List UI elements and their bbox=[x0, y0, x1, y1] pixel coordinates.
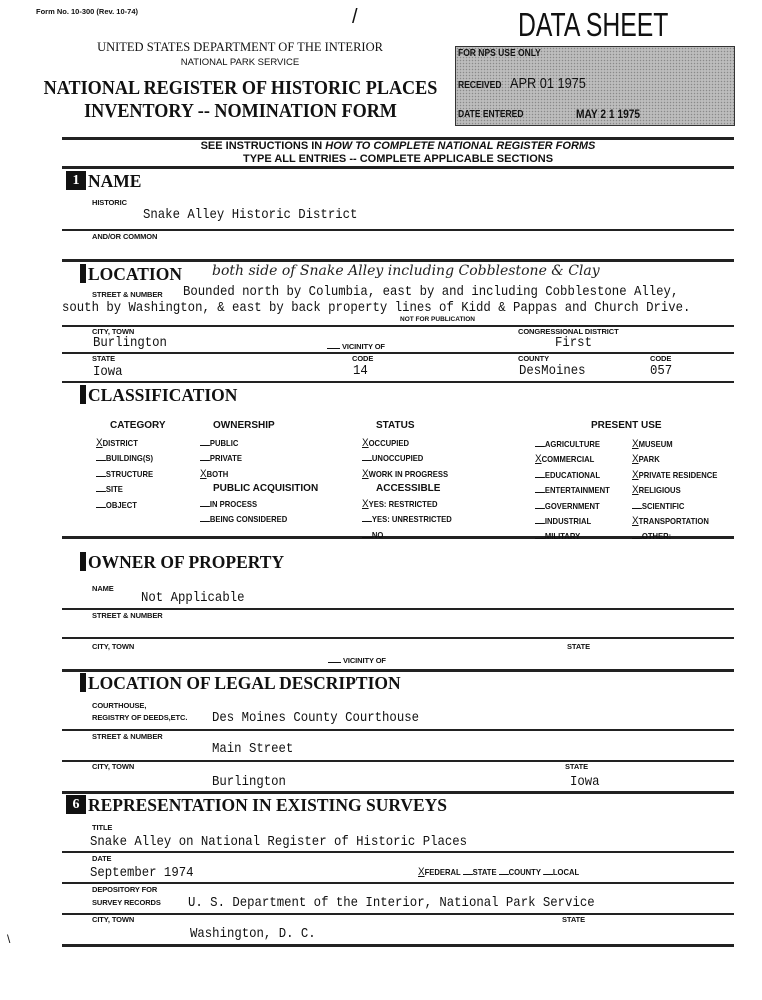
divider bbox=[62, 882, 734, 884]
checked-mark[interactable]: X bbox=[632, 515, 639, 527]
unchecked-blank[interactable] bbox=[200, 444, 210, 446]
section-number-block bbox=[80, 385, 86, 404]
survey-date-label: DATE bbox=[92, 854, 112, 863]
ownership-label: BOTH bbox=[206, 468, 229, 479]
survey-level-options bbox=[418, 866, 579, 878]
divider bbox=[62, 669, 734, 672]
accessible-item[interactable] bbox=[362, 513, 452, 525]
county-option: COUNTY bbox=[508, 867, 541, 877]
present-use-label: PRIVATE RESIDENCE bbox=[638, 469, 718, 480]
unchecked-blank[interactable] bbox=[200, 520, 210, 522]
ownership-heading: OWNERSHIP bbox=[213, 420, 275, 431]
department-name: UNITED STATES DEPARTMENT OF THE INTERIOR bbox=[97, 40, 383, 54]
category-item[interactable] bbox=[96, 499, 137, 511]
owner-state-label: STATE bbox=[567, 642, 590, 651]
unchecked-blank[interactable] bbox=[535, 537, 545, 539]
accessible-item[interactable] bbox=[362, 498, 437, 510]
legal-city-label: CITY, TOWN bbox=[92, 762, 135, 771]
present-use-item[interactable] bbox=[632, 530, 671, 542]
instructions-text: SEE INSTRUCTIONS IN bbox=[200, 140, 326, 152]
unchecked-blank[interactable] bbox=[535, 476, 545, 478]
present-use-item[interactable] bbox=[535, 438, 600, 450]
received-label: RECEIVED bbox=[458, 80, 502, 91]
section-title: LOCATION bbox=[88, 264, 182, 284]
present-use-item[interactable] bbox=[535, 469, 600, 481]
present-use-label: COMMERCIAL bbox=[541, 454, 595, 465]
present-use-item[interactable] bbox=[632, 515, 709, 527]
legal-street-label: STREET & NUMBER bbox=[92, 732, 163, 741]
status-item[interactable] bbox=[362, 437, 409, 449]
acquisition-item[interactable] bbox=[200, 513, 287, 525]
state-label: STATE bbox=[92, 354, 115, 363]
agency-name: NATIONAL PARK SERVICE bbox=[180, 57, 300, 68]
federal-checkmark[interactable]: X bbox=[418, 866, 425, 878]
category-item[interactable] bbox=[96, 468, 153, 480]
category-label: STRUCTURE bbox=[105, 468, 154, 479]
accessible-item[interactable] bbox=[362, 529, 383, 541]
checked-mark[interactable]: X bbox=[632, 438, 639, 450]
form-title-line1: NATIONAL REGISTER OF HISTORIC PLACES bbox=[43, 78, 438, 99]
acquisition-item[interactable] bbox=[200, 498, 257, 510]
county-label: COUNTY bbox=[518, 354, 550, 363]
present-use-item[interactable] bbox=[535, 484, 610, 496]
present-use-label: AGRICULTURE bbox=[544, 439, 601, 449]
divider bbox=[62, 325, 734, 327]
owner-city-label: CITY, TOWN bbox=[92, 642, 135, 651]
vicinity-of-label bbox=[327, 342, 385, 351]
legal-street-value: Main Street bbox=[212, 741, 294, 757]
legal-state-value: Iowa bbox=[570, 774, 600, 790]
survey-city-label: CITY, TOWN bbox=[92, 915, 135, 924]
divider bbox=[62, 729, 734, 731]
present-use-label: MILITARY bbox=[544, 531, 581, 542]
divider bbox=[62, 791, 734, 794]
survey-records-label: SURVEY RECORDS bbox=[92, 898, 161, 907]
survey-date-value: September 1974 bbox=[90, 865, 194, 881]
present-use-item[interactable] bbox=[535, 500, 600, 512]
unchecked-blank[interactable] bbox=[362, 520, 372, 522]
data-sheet-stamp: DATA SHEET bbox=[518, 6, 669, 43]
ownership-item[interactable] bbox=[200, 452, 242, 464]
present-use-label: OTHER: bbox=[641, 531, 672, 542]
survey-title-label: TITLE bbox=[92, 823, 113, 832]
vicinity-text: VICINITY OF bbox=[342, 656, 386, 665]
unchecked-blank[interactable] bbox=[200, 505, 210, 507]
checked-mark[interactable]: X bbox=[632, 453, 639, 466]
ownership-item[interactable] bbox=[200, 437, 238, 449]
divider bbox=[62, 944, 734, 947]
ownership-label: PUBLIC bbox=[209, 438, 239, 448]
status-label: UNOCCUPIED bbox=[371, 453, 424, 464]
congressional-district-value: First bbox=[555, 335, 592, 351]
section-3-heading bbox=[80, 385, 237, 405]
status-item[interactable] bbox=[362, 452, 423, 464]
section-title: CLASSIFICATION bbox=[88, 385, 238, 405]
divider bbox=[62, 381, 734, 383]
county-code-value: 057 bbox=[650, 363, 673, 379]
local-blank[interactable] bbox=[543, 873, 553, 875]
present-use-item[interactable] bbox=[535, 453, 594, 465]
checked-mark[interactable]: X bbox=[632, 468, 639, 481]
present-use-label: EDUCATIONAL bbox=[544, 469, 601, 480]
category-label: SITE bbox=[105, 484, 123, 495]
divider bbox=[62, 913, 734, 915]
section-title: NAME bbox=[88, 171, 142, 191]
category-item[interactable] bbox=[96, 483, 123, 495]
unchecked-blank[interactable] bbox=[200, 459, 210, 461]
present-use-label: INDUSTRIAL bbox=[544, 516, 592, 526]
category-heading: CATEGORY bbox=[110, 420, 166, 431]
checked-mark[interactable]: X bbox=[362, 467, 369, 480]
unchecked-blank[interactable] bbox=[535, 507, 545, 509]
depository-value: U. S. Department of the Interior, National Park Service bbox=[188, 895, 595, 911]
present-use-label: ENTERTAINMENT bbox=[544, 485, 610, 496]
common-name-label: AND/OR COMMON bbox=[92, 232, 158, 241]
unchecked-blank[interactable] bbox=[632, 507, 642, 509]
section-5-heading bbox=[80, 673, 401, 693]
category-label: OBJECT bbox=[105, 499, 137, 510]
unchecked-blank[interactable] bbox=[535, 522, 545, 524]
category-label: BUILDING(S) bbox=[105, 453, 154, 464]
vicinity-text: VICINITY OF bbox=[341, 342, 385, 351]
courthouse-label: COURTHOUSE, bbox=[92, 701, 147, 710]
checked-mark[interactable]: X bbox=[632, 484, 639, 497]
city-town-label: CITY, TOWN bbox=[92, 327, 135, 336]
section-number-block bbox=[80, 264, 86, 283]
unchecked-blank[interactable] bbox=[535, 445, 545, 447]
unchecked-blank[interactable] bbox=[96, 490, 106, 492]
accessible-label: YES: RESTRICTED bbox=[368, 499, 438, 509]
legal-city-value: Burlington bbox=[212, 774, 286, 790]
ownership-item[interactable] bbox=[200, 468, 228, 480]
accessible-label: YES: UNRESTRICTED bbox=[371, 514, 452, 525]
present-use-label: GOVERNMENT bbox=[544, 500, 600, 511]
date-entered-stamp: MAY 2 1 1975 bbox=[576, 107, 641, 121]
county-blank[interactable] bbox=[499, 873, 509, 875]
margin-mark: \ bbox=[7, 932, 11, 946]
accessible-heading: ACCESSIBLE bbox=[376, 483, 441, 494]
unchecked-blank[interactable] bbox=[632, 537, 642, 539]
county-value: DesMoines bbox=[519, 363, 586, 379]
present-use-item[interactable] bbox=[535, 530, 580, 542]
divider bbox=[62, 851, 734, 853]
checked-mark[interactable]: X bbox=[362, 437, 369, 449]
divider bbox=[62, 637, 734, 639]
present-use-heading: PRESENT USE bbox=[591, 420, 662, 431]
checked-mark[interactable]: X bbox=[362, 498, 369, 510]
unchecked-blank[interactable] bbox=[535, 491, 545, 493]
present-use-item[interactable] bbox=[632, 500, 684, 512]
unchecked-blank[interactable] bbox=[96, 475, 106, 477]
courthouse-value: Des Moines County Courthouse bbox=[212, 710, 420, 726]
divider bbox=[62, 760, 734, 762]
section-1-heading bbox=[66, 171, 141, 191]
vicinity-blank bbox=[327, 347, 340, 349]
handwritten-note: both side of Snake Alley including Cobblestone & Clay bbox=[212, 263, 600, 279]
instructions-line1 bbox=[62, 140, 734, 152]
section-4-heading bbox=[80, 552, 284, 572]
checked-mark[interactable]: X bbox=[535, 453, 542, 466]
historic-label: HISTORIC bbox=[92, 198, 127, 207]
accessible-label: NO bbox=[371, 529, 384, 540]
state-code-value: 14 bbox=[353, 363, 368, 379]
federal-option: FEDERAL bbox=[424, 867, 461, 877]
status-label: WORK IN PROGRESS bbox=[368, 468, 449, 479]
not-for-publication-label: NOT FOR PUBLICATION bbox=[400, 316, 475, 323]
survey-state-label: STATE bbox=[562, 915, 585, 924]
present-use-label: RELIGIOUS bbox=[638, 485, 681, 496]
present-use-item[interactable] bbox=[632, 453, 660, 465]
checked-mark[interactable]: X bbox=[200, 467, 207, 480]
vicinity-blank bbox=[328, 661, 341, 663]
section-title: LOCATION OF LEGAL DESCRIPTION bbox=[88, 673, 401, 693]
state-option: STATE bbox=[472, 867, 497, 877]
divider bbox=[62, 259, 734, 262]
unchecked-blank[interactable] bbox=[362, 536, 372, 538]
present-use-label: SCIENTIFIC bbox=[641, 500, 685, 511]
present-use-item[interactable] bbox=[632, 484, 681, 496]
section-title: REPRESENTATION IN EXISTING SURVEYS bbox=[88, 795, 448, 815]
divider bbox=[62, 229, 734, 231]
category-item[interactable] bbox=[96, 452, 153, 464]
section-number: 1 bbox=[66, 171, 86, 190]
present-use-item[interactable] bbox=[535, 515, 591, 527]
state-value: Iowa bbox=[93, 364, 123, 380]
status-heading: STATUS bbox=[376, 420, 415, 431]
checked-mark[interactable]: X bbox=[96, 437, 103, 449]
section-number-block bbox=[80, 552, 86, 571]
congressional-district-label: CONGRESSIONAL DISTRICT bbox=[518, 327, 619, 336]
street-value-line1: Bounded north by Columbia, east by and including Cobblestone Alley, bbox=[183, 284, 679, 300]
section-6-heading bbox=[66, 795, 447, 815]
category-item[interactable] bbox=[96, 437, 138, 449]
present-use-label: TRANSPORTATION bbox=[638, 516, 709, 526]
owner-name-label: NAME bbox=[92, 584, 114, 593]
public-acquisition-heading: PUBLIC ACQUISITION bbox=[213, 483, 319, 494]
present-use-label: PARK bbox=[638, 454, 660, 465]
state-code-label: CODE bbox=[352, 354, 374, 363]
legal-state-label: STATE bbox=[565, 762, 588, 771]
acquisition-label: IN PROCESS bbox=[209, 499, 258, 509]
present-use-item[interactable] bbox=[632, 438, 673, 450]
form-number: Form No. 10-300 (Rev. 10-74) bbox=[36, 7, 138, 16]
unchecked-blank[interactable] bbox=[362, 459, 372, 461]
divider bbox=[62, 352, 734, 354]
form-title-line2: INVENTORY -- NOMINATION FORM bbox=[84, 101, 397, 122]
owner-street-label: STREET & NUMBER bbox=[92, 611, 163, 620]
nps-use-only-box bbox=[455, 46, 735, 126]
pen-mark: / bbox=[352, 6, 358, 28]
unchecked-blank[interactable] bbox=[96, 506, 106, 508]
nps-box-heading: FOR NPS USE ONLY bbox=[458, 48, 541, 59]
survey-city-value: Washington, D. C. bbox=[190, 926, 316, 942]
street-number-label: STREET & NUMBER bbox=[92, 290, 163, 299]
section-number: 6 bbox=[66, 795, 86, 814]
divider bbox=[62, 166, 734, 169]
registry-label: REGISTRY OF DEEDS,ETC. bbox=[92, 713, 188, 722]
city-value: Burlington bbox=[93, 335, 167, 351]
depository-label: DEPOSITORY FOR bbox=[92, 885, 158, 894]
section-number-block bbox=[80, 673, 86, 692]
status-item[interactable] bbox=[362, 468, 448, 480]
state-blank[interactable] bbox=[463, 873, 473, 875]
unchecked-blank[interactable] bbox=[96, 459, 106, 461]
ownership-label: PRIVATE bbox=[209, 453, 242, 464]
instructions-title: HOW TO COMPLETE NATIONAL REGISTER FORMS bbox=[325, 140, 596, 152]
received-date-stamp: APR 01 1975 bbox=[510, 75, 586, 92]
divider bbox=[62, 608, 734, 610]
category-label: DISTRICT bbox=[102, 438, 138, 448]
historic-name-value: Snake Alley Historic District bbox=[143, 207, 358, 223]
section-2-heading bbox=[80, 264, 182, 284]
county-code-label: CODE bbox=[650, 354, 672, 363]
status-label: OCCUPIED bbox=[368, 438, 409, 448]
acquisition-label: BEING CONSIDERED bbox=[209, 514, 288, 525]
present-use-item[interactable] bbox=[632, 469, 717, 481]
instructions-line2: TYPE ALL ENTRIES -- COMPLETE APPLICABLE SECTIONS bbox=[242, 153, 554, 165]
present-use-label: MUSEUM bbox=[638, 439, 673, 449]
street-value-line2: south by Washington, & east by back property lines of Kidd & Pappas and Church Drive. bbox=[62, 300, 691, 316]
date-entered-label: DATE ENTERED bbox=[458, 109, 524, 120]
owner-name-value: Not Applicable bbox=[141, 590, 245, 606]
owner-vicinity-label bbox=[328, 656, 386, 665]
survey-title-value: Snake Alley on National Register of Historic Places bbox=[90, 834, 468, 850]
section-title: OWNER OF PROPERTY bbox=[88, 552, 285, 572]
local-option: LOCAL bbox=[552, 867, 580, 877]
